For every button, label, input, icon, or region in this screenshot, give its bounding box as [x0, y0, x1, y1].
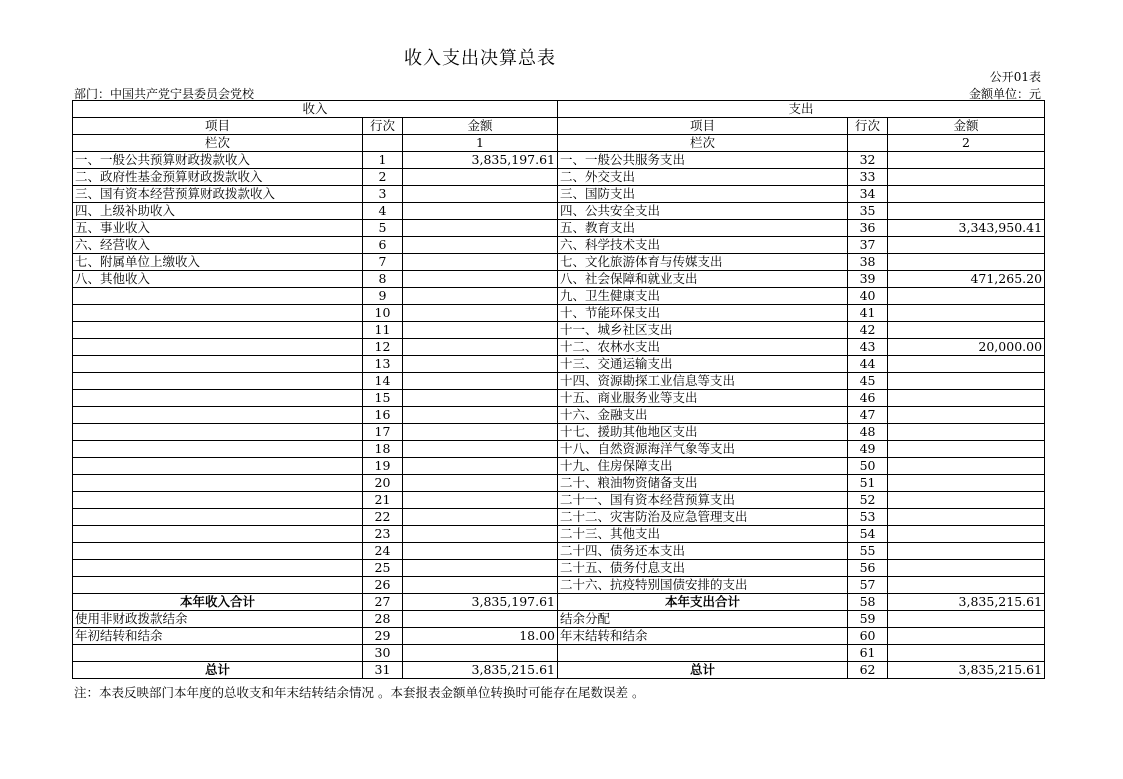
expense-column-label: 栏次 [558, 135, 848, 152]
exp-amt-cell [888, 390, 1045, 407]
exp-line-cell: 49 [848, 441, 888, 458]
inc-line-cell: 16 [363, 407, 403, 424]
income-amount-header: 金额 [403, 118, 558, 135]
exp-line-cell: 58 [848, 594, 888, 611]
exp-item-cell: 二十四、债务还本支出 [558, 543, 848, 560]
inc-item-cell [73, 339, 363, 356]
inc-amt-cell [403, 220, 558, 237]
exp-line-cell: 60 [848, 628, 888, 645]
exp-line-cell: 36 [848, 220, 888, 237]
exp-amt-cell: 3,835,215.61 [888, 594, 1045, 611]
inc-amt-cell [403, 254, 558, 271]
exp-item-cell: 三、国防支出 [558, 186, 848, 203]
inc-item-cell [73, 543, 363, 560]
inc-item-cell [73, 475, 363, 492]
header-row-column-index [73, 135, 1045, 152]
income-item-header: 项目 [73, 118, 363, 135]
exp-line-cell: 47 [848, 407, 888, 424]
exp-amt-cell [888, 492, 1045, 509]
inc-item-cell: 使用非财政拨款结余 [73, 611, 363, 628]
table-row [73, 611, 1045, 628]
table-row [73, 458, 1045, 475]
exp-amt-cell [888, 288, 1045, 305]
exp-item-cell: 年末结转和结余 [558, 628, 848, 645]
expense-column-index: 2 [888, 135, 1045, 152]
inc-line-cell: 12 [363, 339, 403, 356]
exp-amt-cell [888, 628, 1045, 645]
inc-amt-cell [403, 424, 558, 441]
exp-amt-cell [888, 169, 1045, 186]
exp-amt-cell [888, 526, 1045, 543]
inc-line-cell: 18 [363, 441, 403, 458]
inc-item-cell: 八、其他收入 [73, 271, 363, 288]
inc-item-cell: 本年收入合计 [73, 594, 363, 611]
inc-item-cell [73, 492, 363, 509]
exp-line-cell: 43 [848, 339, 888, 356]
exp-item-cell: 十六、金融支出 [558, 407, 848, 424]
exp-item-cell: 二、外交支出 [558, 169, 848, 186]
exp-amt-cell: 3,343,950.41 [888, 220, 1045, 237]
inc-line-cell: 7 [363, 254, 403, 271]
inc-amt-cell [403, 373, 558, 390]
exp-amt-cell [888, 254, 1045, 271]
inc-item-cell [73, 305, 363, 322]
exp-item-cell: 本年支出合计 [558, 594, 848, 611]
table-row [73, 152, 1045, 169]
inc-item-cell: 年初结转和结余 [73, 628, 363, 645]
inc-line-cell: 4 [363, 203, 403, 220]
exp-line-cell: 59 [848, 611, 888, 628]
exp-line-cell: 42 [848, 322, 888, 339]
inc-amt-cell [403, 407, 558, 424]
exp-item-cell: 十九、住房保障支出 [558, 458, 848, 475]
inc-amt-cell [403, 492, 558, 509]
exp-item-cell: 六、科学技术支出 [558, 237, 848, 254]
inc-amt-cell [403, 475, 558, 492]
inc-line-cell: 29 [363, 628, 403, 645]
header-row-section [73, 101, 1045, 118]
table-row [73, 407, 1045, 424]
inc-item-cell [73, 509, 363, 526]
exp-amt-cell [888, 611, 1045, 628]
inc-item-cell: 六、经营收入 [73, 237, 363, 254]
inc-line-cell: 8 [363, 271, 403, 288]
exp-item-cell: 二十三、其他支出 [558, 526, 848, 543]
income-header: 收入 [73, 101, 558, 118]
inc-line-cell: 13 [363, 356, 403, 373]
inc-amt-cell [403, 237, 558, 254]
exp-item-cell: 十一、城乡社区支出 [558, 322, 848, 339]
exp-item-cell: 二十、粮油物资储备支出 [558, 475, 848, 492]
inc-item-cell: 七、附属单位上缴收入 [73, 254, 363, 271]
unit-label: 金额单位：元 [968, 87, 1041, 101]
inc-amt-cell [403, 288, 558, 305]
exp-line-cell: 33 [848, 169, 888, 186]
exp-item-cell: 七、文化旅游体育与传媒支出 [558, 254, 848, 271]
table-row [73, 356, 1045, 373]
inc-item-cell [73, 356, 363, 373]
inc-amt-cell [403, 560, 558, 577]
exp-item-cell: 十四、资源勘探工业信息等支出 [558, 373, 848, 390]
inc-line-cell: 22 [363, 509, 403, 526]
exp-line-cell: 61 [848, 645, 888, 662]
exp-item-cell [558, 645, 848, 662]
exp-item-cell: 总计 [558, 662, 848, 679]
exp-item-cell: 结余分配 [558, 611, 848, 628]
inc-amt-cell [403, 577, 558, 594]
exp-amt-cell [888, 458, 1045, 475]
table-row [73, 254, 1045, 271]
exp-line-cell: 41 [848, 305, 888, 322]
expense-header: 支出 [558, 101, 1045, 118]
inc-item-cell [73, 645, 363, 662]
table-row [73, 203, 1045, 220]
exp-item-cell: 十五、商业服务业等支出 [558, 390, 848, 407]
inc-line-cell: 5 [363, 220, 403, 237]
table-row [73, 305, 1045, 322]
exp-amt-cell [888, 543, 1045, 560]
exp-item-cell: 十八、自然资源海洋气象等支出 [558, 441, 848, 458]
inc-amt-cell [403, 458, 558, 475]
inc-item-cell [73, 322, 363, 339]
grand-total-row [73, 662, 1045, 679]
exp-line-cell: 37 [848, 237, 888, 254]
table-row [73, 509, 1045, 526]
inc-line-cell: 26 [363, 577, 403, 594]
table-row [73, 271, 1045, 288]
inc-amt-cell: 18.00 [403, 628, 558, 645]
exp-amt-cell [888, 373, 1045, 390]
exp-line-cell: 50 [848, 458, 888, 475]
inc-amt-cell [403, 169, 558, 186]
exp-line-cell: 54 [848, 526, 888, 543]
inc-line-cell: 20 [363, 475, 403, 492]
exp-item-cell: 二十二、灾害防治及应急管理支出 [558, 509, 848, 526]
inc-item-cell [73, 441, 363, 458]
exp-item-cell: 一、一般公共服务支出 [558, 152, 848, 169]
exp-amt-cell [888, 560, 1045, 577]
footnote: 注：本表反映部门本年度的总收支和年末结转结余情况 。本套报表金额单位转换时可能存在尾数误差 。 [74, 685, 645, 700]
exp-item-cell: 四、公共安全支出 [558, 203, 848, 220]
exp-amt-cell [888, 186, 1045, 203]
inc-amt-cell [403, 186, 558, 203]
exp-amt-cell: 20,000.00 [888, 339, 1045, 356]
table-row [73, 169, 1045, 186]
page-title: 收入支出决算总表 [404, 48, 556, 69]
exp-line-cell: 62 [848, 662, 888, 679]
inc-amt-cell [403, 305, 558, 322]
exp-item-cell: 八、社会保障和就业支出 [558, 271, 848, 288]
exp-item-cell: 九、卫生健康支出 [558, 288, 848, 305]
summary-table [72, 100, 1045, 679]
inc-amt-cell [403, 356, 558, 373]
inc-line-cell: 30 [363, 645, 403, 662]
inc-item-cell [73, 407, 363, 424]
exp-amt-cell [888, 424, 1045, 441]
annual-total-row [73, 594, 1045, 611]
table-row [73, 373, 1045, 390]
exp-amt-cell [888, 441, 1045, 458]
inc-line-cell: 17 [363, 424, 403, 441]
income-column-label: 栏次 [73, 135, 363, 152]
inc-item-cell [73, 390, 363, 407]
inc-item-cell: 总计 [73, 662, 363, 679]
exp-line-cell: 56 [848, 560, 888, 577]
exp-item-cell: 十二、农林水支出 [558, 339, 848, 356]
exp-line-cell: 52 [848, 492, 888, 509]
form-number: 公开01表 [989, 70, 1041, 84]
exp-amt-cell [888, 356, 1045, 373]
inc-amt-cell [403, 526, 558, 543]
inc-item-cell: 五、事业收入 [73, 220, 363, 237]
table-row [73, 492, 1045, 509]
exp-amt-cell [888, 407, 1045, 424]
inc-item-cell [73, 526, 363, 543]
table-row [73, 220, 1045, 237]
inc-line-cell: 28 [363, 611, 403, 628]
exp-amt-cell: 3,835,215.61 [888, 662, 1045, 679]
exp-line-cell: 48 [848, 424, 888, 441]
header-row-columns [73, 118, 1045, 135]
table-row [73, 237, 1045, 254]
inc-amt-cell [403, 271, 558, 288]
inc-item-cell: 三、国有资本经营预算财政拨款收入 [73, 186, 363, 203]
exp-line-cell: 53 [848, 509, 888, 526]
inc-line-cell: 2 [363, 169, 403, 186]
inc-line-cell: 24 [363, 543, 403, 560]
exp-line-cell: 32 [848, 152, 888, 169]
expense-line-header: 行次 [848, 118, 888, 135]
table-row [73, 288, 1045, 305]
inc-amt-cell [403, 339, 558, 356]
table-row [73, 543, 1045, 560]
inc-line-cell: 3 [363, 186, 403, 203]
exp-item-cell: 二十五、债务付息支出 [558, 560, 848, 577]
table-row [73, 526, 1045, 543]
inc-amt-cell [403, 645, 558, 662]
table-row [73, 475, 1045, 492]
inc-item-cell: 一、一般公共预算财政拨款收入 [73, 152, 363, 169]
inc-amt-cell [403, 509, 558, 526]
inc-line-cell: 15 [363, 390, 403, 407]
exp-line-cell: 35 [848, 203, 888, 220]
exp-item-cell: 十七、援助其他地区支出 [558, 424, 848, 441]
inc-line-cell: 19 [363, 458, 403, 475]
inc-line-cell: 27 [363, 594, 403, 611]
inc-item-cell [73, 577, 363, 594]
exp-amt-cell [888, 152, 1045, 169]
exp-line-cell: 55 [848, 543, 888, 560]
exp-line-cell: 46 [848, 390, 888, 407]
department-label: 部门：中国共产党宁县委员会党校 [74, 87, 255, 101]
empty-cell [363, 135, 403, 152]
inc-line-cell: 14 [363, 373, 403, 390]
table-row [73, 390, 1045, 407]
inc-line-cell: 6 [363, 237, 403, 254]
empty-cell [848, 135, 888, 152]
table-row [73, 560, 1045, 577]
exp-item-cell: 二十六、抗疫特别国债安排的支出 [558, 577, 848, 594]
income-column-index: 1 [403, 135, 558, 152]
inc-amt-cell [403, 543, 558, 560]
table-row [73, 186, 1045, 203]
exp-line-cell: 40 [848, 288, 888, 305]
table-row [73, 441, 1045, 458]
expense-item-header: 项目 [558, 118, 848, 135]
exp-line-cell: 34 [848, 186, 888, 203]
inc-item-cell [73, 458, 363, 475]
inc-line-cell: 1 [363, 152, 403, 169]
table-row [73, 628, 1045, 645]
exp-item-cell: 二十一、国有资本经营预算支出 [558, 492, 848, 509]
inc-amt-cell [403, 203, 558, 220]
inc-item-cell [73, 424, 363, 441]
exp-item-cell: 十三、交通运输支出 [558, 356, 848, 373]
inc-amt-cell [403, 441, 558, 458]
table-row [73, 645, 1045, 662]
inc-item-cell [73, 288, 363, 305]
inc-item-cell [73, 560, 363, 577]
inc-amt-cell [403, 322, 558, 339]
inc-line-cell: 23 [363, 526, 403, 543]
exp-line-cell: 51 [848, 475, 888, 492]
exp-line-cell: 44 [848, 356, 888, 373]
income-line-header: 行次 [363, 118, 403, 135]
exp-line-cell: 57 [848, 577, 888, 594]
exp-line-cell: 45 [848, 373, 888, 390]
inc-item-cell: 二、政府性基金预算财政拨款收入 [73, 169, 363, 186]
table-row [73, 424, 1045, 441]
exp-amt-cell [888, 475, 1045, 492]
exp-amt-cell [888, 645, 1045, 662]
exp-amt-cell [888, 237, 1045, 254]
inc-line-cell: 10 [363, 305, 403, 322]
exp-line-cell: 39 [848, 271, 888, 288]
exp-amt-cell [888, 322, 1045, 339]
inc-item-cell: 四、上级补助收入 [73, 203, 363, 220]
table-row [73, 322, 1045, 339]
exp-amt-cell [888, 203, 1045, 220]
inc-amt-cell: 3,835,215.61 [403, 662, 558, 679]
inc-line-cell: 11 [363, 322, 403, 339]
expense-amount-header: 金额 [888, 118, 1045, 135]
exp-line-cell: 38 [848, 254, 888, 271]
exp-item-cell: 十、节能环保支出 [558, 305, 848, 322]
exp-amt-cell: 471,265.20 [888, 271, 1045, 288]
table-row [73, 577, 1045, 594]
inc-line-cell: 9 [363, 288, 403, 305]
inc-amt-cell [403, 611, 558, 628]
exp-amt-cell [888, 509, 1045, 526]
exp-amt-cell [888, 305, 1045, 322]
table-row [73, 339, 1045, 356]
exp-amt-cell [888, 577, 1045, 594]
inc-line-cell: 25 [363, 560, 403, 577]
exp-item-cell: 五、教育支出 [558, 220, 848, 237]
inc-item-cell [73, 373, 363, 390]
inc-amt-cell [403, 390, 558, 407]
inc-amt-cell: 3,835,197.61 [403, 152, 558, 169]
inc-amt-cell: 3,835,197.61 [403, 594, 558, 611]
inc-line-cell: 31 [363, 662, 403, 679]
inc-line-cell: 21 [363, 492, 403, 509]
